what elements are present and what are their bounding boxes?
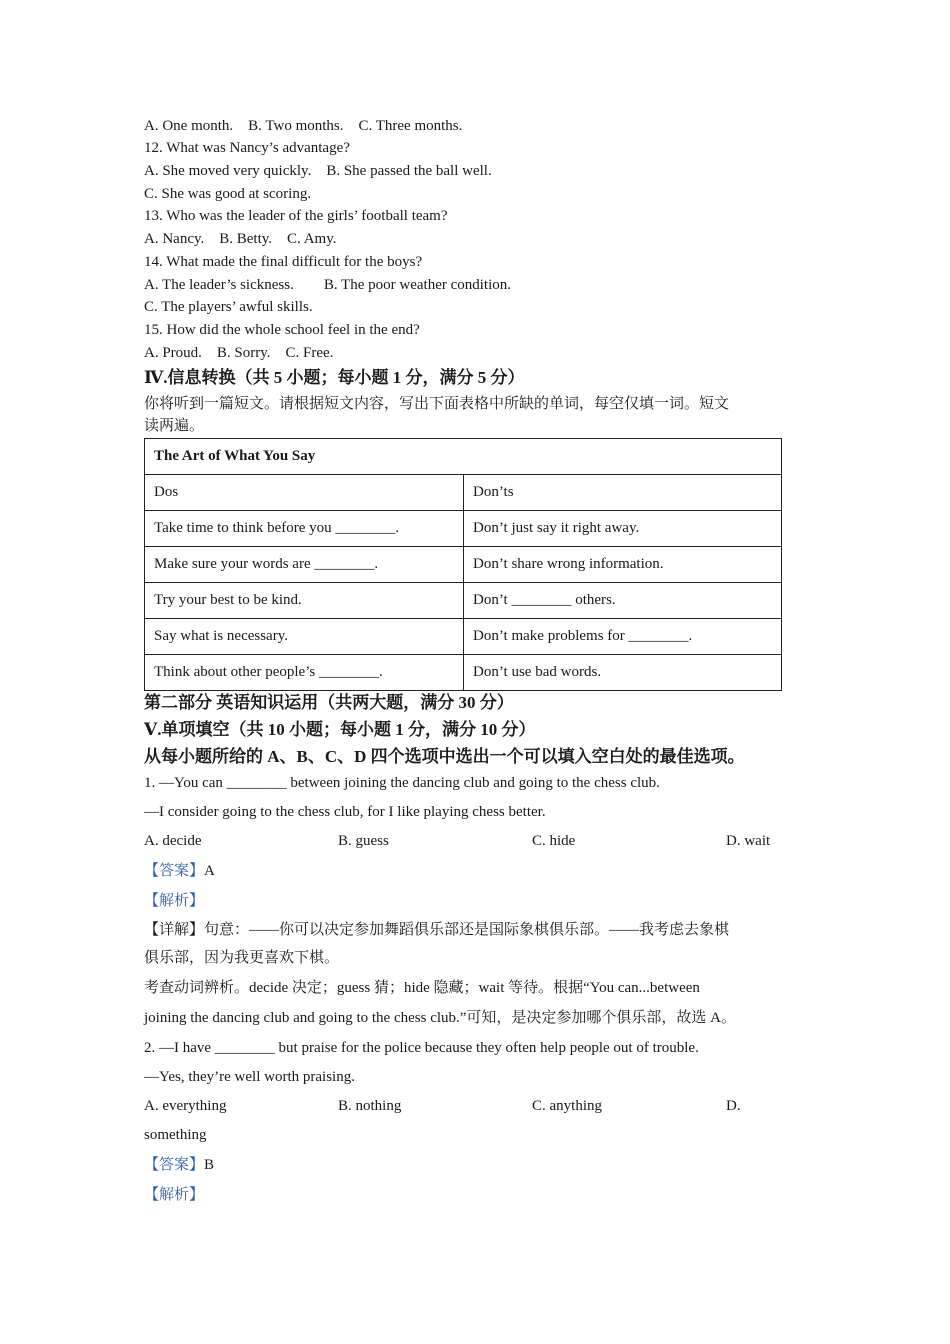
art-of-what-you-say-table [144, 438, 782, 691]
table-header-dos: Dos [145, 475, 464, 511]
mc2-answer [144, 1155, 214, 1175]
table-cell-donts: Don’t share wrong information. [464, 547, 782, 583]
mc2-option-d: D. [726, 1098, 741, 1114]
answer-label: 【答案】 [144, 863, 205, 879]
table-cell-dos: Try your best to be kind. [145, 583, 464, 619]
mc2-reply: —Yes, they’re well worth praising. [144, 1069, 355, 1085]
mc1-option-b: B. guess [338, 833, 389, 849]
mc2-option-c: C. anything [532, 1098, 602, 1114]
table-cell-dos: Take time to think before you ________. [145, 511, 464, 547]
mc2-option-d-text: something [144, 1127, 207, 1143]
mc1-reply: —I consider going to the chess club, for I like playing chess better. [144, 804, 546, 820]
mc2-option-b: B. nothing [338, 1098, 402, 1114]
q13-question: 13. Who was the leader of the girls’ football team? [144, 208, 448, 224]
mc2-option-a: A. everything [144, 1098, 227, 1114]
mc1-answer [144, 861, 215, 881]
mc1-option-c: C. hide [532, 833, 576, 849]
mc1-detail-2: 俱乐部，因为我更喜欢下棋。 [144, 950, 340, 966]
table-cell-donts: Don’t use bad words. [464, 655, 782, 691]
table-row [145, 583, 782, 619]
section5-instruction: 从每小题所给的 A、B、C、D 四个选项中选出一个可以填入空白处的最佳选项。 [144, 747, 745, 766]
q14-options-ab: A. The leader’s sickness. B. The poor weather condition. [144, 277, 512, 293]
table-cell-dos: Think about other people’s ________. [145, 655, 464, 691]
q14-option-c: C. The players’ awful skills. [144, 299, 313, 315]
answer-value: B [204, 1157, 215, 1173]
detail-label: 【详解】 [144, 922, 205, 938]
q12-question: 12. What was Nancy’s advantage? [144, 140, 350, 156]
part2-heading: 第二部分 英语知识运用（共两大题，满分 30 分） [144, 693, 514, 712]
mc2-question: 2. —I have ________ but praise for the police because they often help people out of trouble. [144, 1040, 699, 1056]
table-cell-donts: Don’t make problems for ________. [464, 619, 782, 655]
table-cell-donts: Don’t just say it right away. [464, 511, 782, 547]
mc1-detail-4: joining the dancing club and going to the chess club.”可知，是决定参加哪个俱乐部，故选 A。 [144, 1010, 737, 1026]
table-row [145, 619, 782, 655]
table-cell-dos: Say what is necessary. [145, 619, 464, 655]
q13-options: A. Nancy. B. Betty. C. Amy. [144, 231, 337, 247]
mc1-detail-3: 考查动词辨析。decide 决定；guess 猜；hide 隐藏；wait 等待。根据“You can...between [144, 980, 700, 996]
section4-instruction-2: 读两遍。 [144, 418, 205, 434]
section4-instruction-1: 你将听到一篇短文。请根据短文内容，写出下面表格中所缺的单词，每空仅填一词。短文 [144, 396, 730, 412]
q11-options: A. One month. B. Two months. C. Three months. [144, 118, 463, 134]
table-header-donts: Don’ts [464, 475, 782, 511]
q12-options-ab: A. She moved very quickly. B. She passed the ball well. [144, 163, 492, 179]
mc1-analysis-label: 【解析】 [144, 893, 205, 909]
table-cell-donts: Don’t ________ others. [464, 583, 782, 619]
answer-label: 【答案】 [144, 1157, 205, 1173]
q14-question: 14. What made the final difficult for the boys? [144, 254, 423, 270]
table-row [145, 655, 782, 691]
table-row [145, 547, 782, 583]
table-cell-dos: Make sure your words are ________. [145, 547, 464, 583]
answer-value: A [204, 863, 215, 879]
q15-question: 15. How did the whole school feel in the end? [144, 322, 420, 338]
mc1-option-d: D. wait [726, 833, 771, 849]
mc1-question: 1. —You can ________ between joining the dancing club and going to the chess club. [144, 775, 660, 791]
section4-heading: Ⅳ.信息转换（共 5 小题；每小题 1 分，满分 5 分） [144, 368, 525, 387]
mc1-option-a: A. decide [144, 833, 202, 849]
mc1-detail-1 [144, 920, 729, 940]
table-title: The Art of What You Say [145, 439, 782, 475]
detail-text: 句意：——你可以决定参加舞蹈俱乐部还是国际象棋俱乐部。——我考虑去象棋 [204, 922, 730, 938]
q12-option-c: C. She was good at scoring. [144, 186, 312, 202]
mc2-analysis-label: 【解析】 [144, 1187, 205, 1203]
q15-options: A. Proud. B. Sorry. C. Free. [144, 345, 334, 361]
table-row [145, 511, 782, 547]
section5-heading: Ⅴ.单项填空（共 10 小题；每小题 1 分，满分 10 分） [144, 720, 536, 739]
